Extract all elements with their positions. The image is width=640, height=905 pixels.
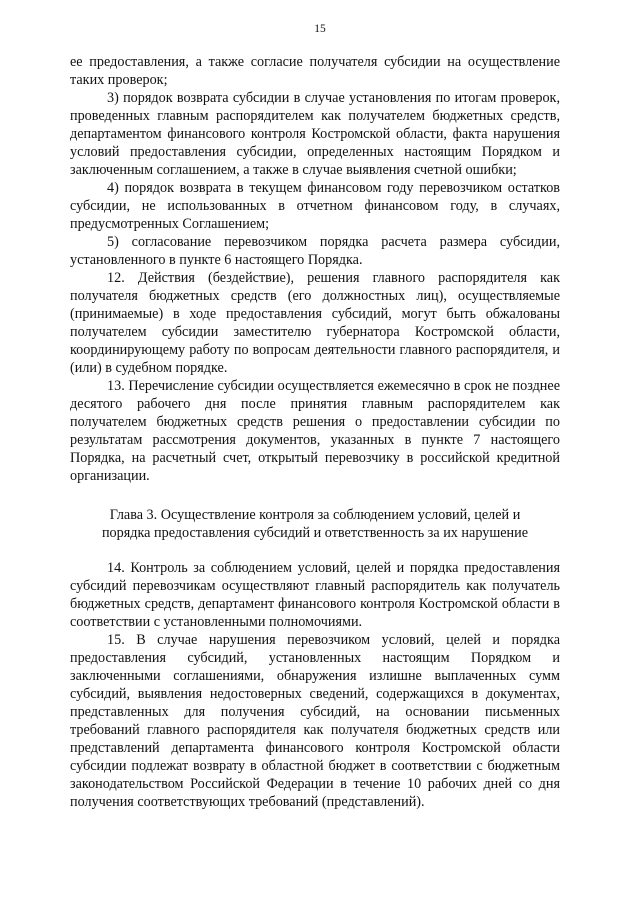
paragraph-continuation: ее предоставления, а также согласие получателя субсидии на осуществление таких проверок; — [70, 54, 560, 88]
chapter-heading — [70, 506, 560, 542]
chapter-heading-line-2: порядка предоставления субсидий и ответственность за их нарушение — [101, 525, 529, 541]
paragraph-15: 15. В случае нарушения перевозчиком условий, целей и порядка предоставления субсидий, установленных настоящим Порядком и заключенными соглашениями, обнаружения излишне выплаченных сумм субсидий, выявления недостоверных сведений, содержащихся в документах, представленных для получения субсидий, на основании письменных требований главного распорядителя как получателя бюджетных средств или представлений департамента финансового контроля Костромской области субсидии подлежат возврату в областной бюджет в соответствии с бюджетным законодательством Российской Федерации в течение 10 рабочих дней со дня получения соответствующих требований (представлений). — [70, 632, 560, 810]
chapter-heading-line-1: Глава 3. Осуществление контроля за соблюдением условий, целей и — [109, 507, 521, 523]
paragraph-item-4: 4) порядок возврата в текущем финансовом году перевозчиком остатков субсидии, не использованных в отчетном финансовом году, в случаях, предусмотренных Соглашением; — [70, 180, 560, 232]
paragraph-13: 13. Перечисление субсидии осуществляется ежемесячно в срок не позднее десятого рабочего дня после принятия главным распорядителем как получателем бюджетных средств решения о предоставлении субсидии по результатам рассмотрения документов, указанных в пункте 7 настоящего Порядка, на расчетный счет, открытый перевозчику в российской кредитной организации. — [70, 378, 560, 484]
page-number: 15 — [314, 23, 326, 35]
paragraph-item-3: 3) порядок возврата субсидии в случае установления по итогам проверок, проведенных главным распорядителем как получателем бюджетных средств, департаментом финансового контроля Костромской области, факта нарушения условий предоставления субсидии, определенных настоящим Порядком и заключенным соглашением, а также в случае выявления счетной ошибки; — [70, 90, 560, 178]
paragraph-item-5: 5) согласование перевозчиком порядка расчета размера субсидии, установленного в пункте 6 настоящего Порядка. — [70, 234, 560, 268]
paragraph-12: 12. Действия (бездействие), решения главного распорядителя как получателя бюджетных средств (его должностных лиц), осуществляемые (принимаемые) в ходе предоставления субсидий, могут быть обжалованы получателем субсидии заместителю губернатора Костромской области, координирующему работу по вопросам деятельности главного распорядителя, и (или) в судебном порядке. — [70, 270, 560, 376]
paragraph-14: 14. Контроль за соблюдением условий, целей и порядка предоставления субсидий перевозчикам осуществляют главный распорядитель как получатель бюджетных средств, департамент финансового контроля Костромской области в соответствии с установленными полномочиями. — [70, 560, 560, 630]
document-body — [70, 53, 560, 811]
